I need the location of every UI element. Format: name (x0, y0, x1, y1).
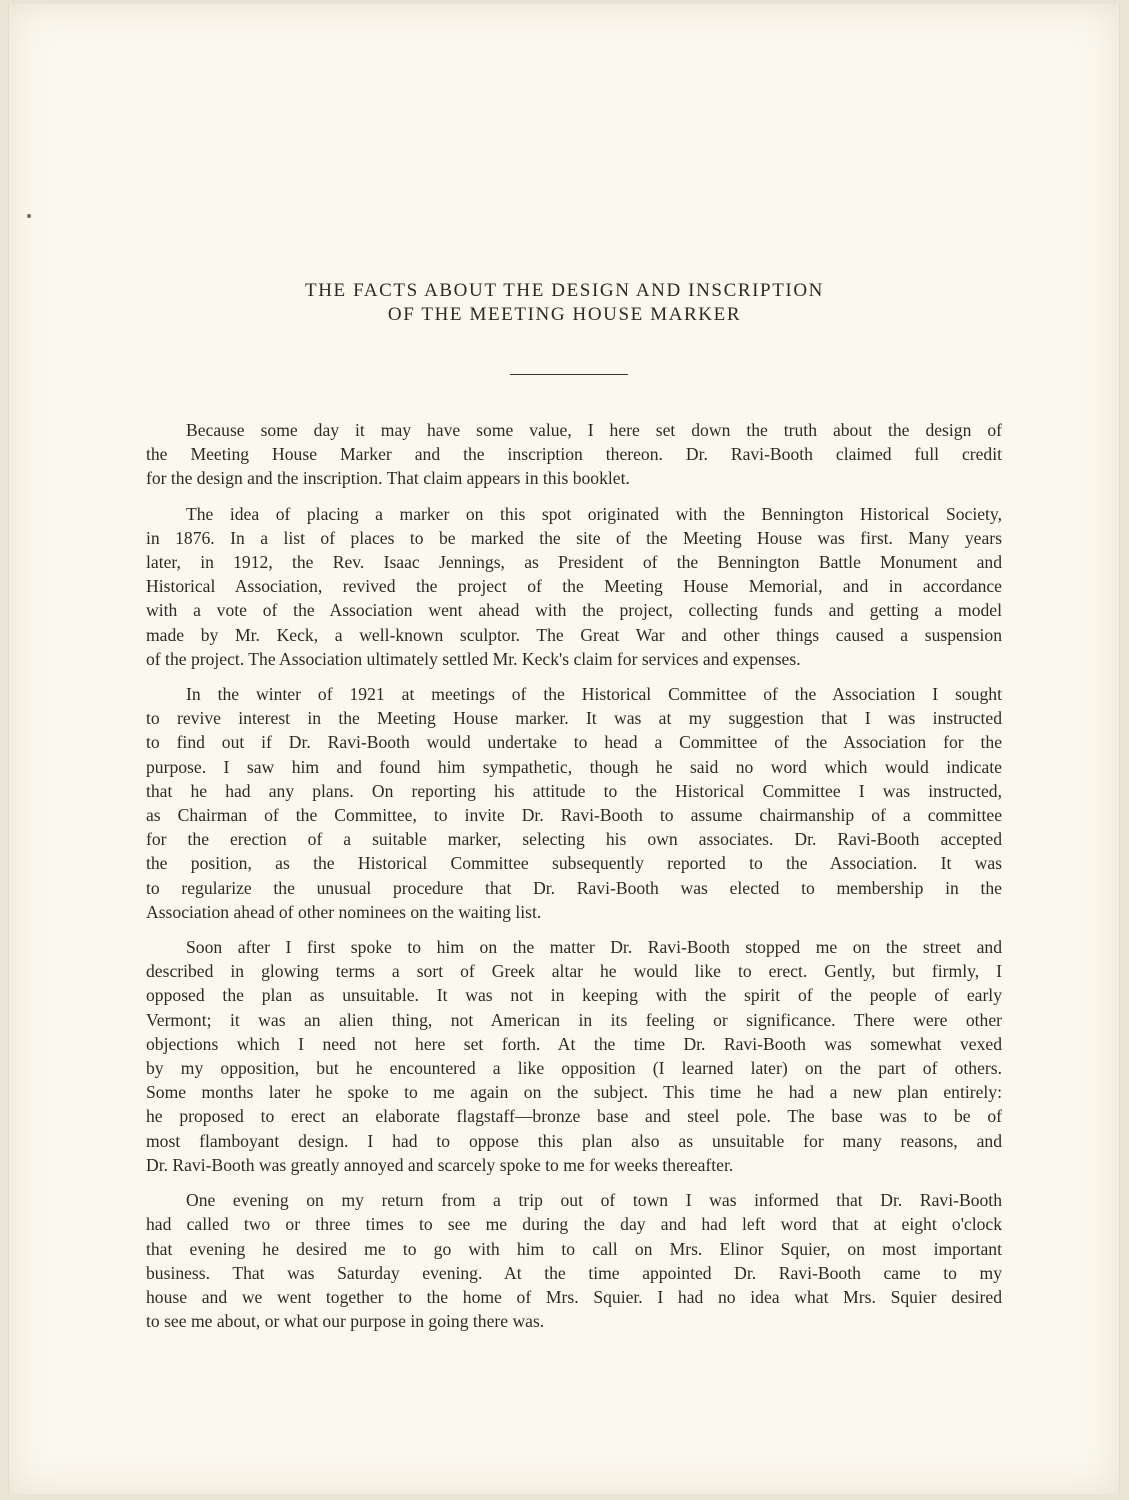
paragraph-line: Vermont; it was an alien thing, not American in its feeling or significance. There were other (146, 1009, 1002, 1030)
paragraph-line: Soon after I first spoke to him on the matter Dr. Ravi-Booth stopped me on the street and (186, 937, 1002, 958)
paragraph-line: the Meeting House Marker and the inscription thereon. Dr. Ravi-Booth claimed full credit (146, 444, 1002, 465)
paragraph-line: that evening he desired me to go with him to call on Mrs. Elinor Squier, on most important (146, 1238, 1002, 1259)
paragraph-line: had called two or three times to see me during the day and had left word that at eight o'clock (146, 1214, 1002, 1235)
document-body (146, 418, 1002, 1344)
paragraph-line: for the erection of a suitable marker, selecting his own associates. Dr. Ravi-Booth accepted (146, 829, 1002, 850)
paragraph (146, 418, 1002, 491)
paragraph-line: to see me about, or what our purpose in going there was. (146, 1311, 545, 1332)
paragraph-line: to revive interest in the Meeting House marker. It was at my suggestion that I was instructed (146, 708, 1002, 729)
paragraph (146, 682, 1002, 924)
paragraph-line: In the winter of 1921 at meetings of the Historical Committee of the Association I sought (186, 684, 1002, 705)
paragraph-line: in 1876. In a list of places to be marked the site of the Meeting House was first. Many years (146, 527, 1002, 548)
paragraph-line: Historical Association, revived the project of the Meeting House Memorial, and in accordance (146, 576, 1002, 597)
paragraph (146, 502, 1002, 671)
paragraph-line: purpose. I saw him and found him sympathetic, though he said no word which would indicate (146, 756, 1002, 777)
title-line-2: OF THE MEETING HOUSE MARKER (387, 304, 742, 325)
paragraph-line: the position, as the Historical Committee subsequently reported to the Association. It was (146, 853, 1002, 874)
paragraph-line: opposed the plan as unsuitable. It was not in keeping with the spirit of the people of early (146, 985, 1002, 1006)
paragraph-line: of the project. The Association ultimately settled Mr. Keck's claim for services and expenses. (146, 648, 801, 669)
paragraph-line: Because some day it may have some value, I here set down the truth about the design of (186, 420, 1002, 440)
paragraph-line: business. That was Saturday evening. At the time appointed Dr. Ravi-Booth came to my (146, 1262, 1002, 1283)
paragraph-line: Association ahead of other nominees on the waiting list. (146, 901, 542, 922)
paragraph-line: with a vote of the Association went ahead with the project, collecting funds and getting a model (146, 600, 1002, 621)
paragraph-line: he proposed to erect an elaborate flagstaff—bronze base and steel pole. The base was to be of (146, 1106, 1002, 1127)
paragraph-line: most flamboyant design. I had to oppose this plan also as unsuitable for many reasons, and (146, 1130, 1002, 1151)
paper-speck (27, 214, 31, 218)
paragraph (146, 1188, 1002, 1333)
paragraph-line: objections which I need not here set forth. At the time Dr. Ravi-Booth was somewhat vexed (146, 1033, 1002, 1054)
document-title (0, 279, 1129, 327)
title-divider (510, 374, 628, 375)
title-line-1: THE FACTS ABOUT THE DESIGN AND INSCRIPTION (304, 280, 824, 301)
paragraph-line: The idea of placing a marker on this spot originated with the Bennington Historical Society, (186, 503, 1002, 524)
paragraph-line: made by Mr. Keck, a well-known sculptor. The Great War and other things caused a suspension (146, 624, 1002, 645)
paragraph-line: Some months later he spoke to me again on the subject. This time he had a new plan entirely: (146, 1082, 1002, 1103)
paragraph-line: Dr. Ravi-Booth was greatly annoyed and scarcely spoke to me for weeks thereafter. (146, 1154, 734, 1175)
paragraph-line: to find out if Dr. Ravi-Booth would undertake to head a Committee of the Association for the (146, 732, 1002, 753)
paragraph-line: for the design and the inscription. That claim appears in this booklet. (146, 468, 630, 489)
paragraph-line: One evening on my return from a trip out of town I was informed that Dr. Ravi-Booth (186, 1190, 1002, 1211)
paragraph-line: house and we went together to the home of Mrs. Squier. I had no idea what Mrs. Squier desired (146, 1286, 1002, 1307)
paragraph-line: as Chairman of the Committee, to invite Dr. Ravi-Booth to assume chairmanship of a committee (146, 805, 1002, 826)
paragraph-line: by my opposition, but he encountered a like opposition (I learned later) on the part of others. (146, 1058, 1002, 1079)
paragraph-line: that he had any plans. On reporting his attitude to the Historical Committee I was instructed, (146, 780, 1002, 801)
paragraph-line: to regularize the unusual procedure that Dr. Ravi-Booth was elected to membership in the (146, 877, 1002, 898)
paragraph-line: described in glowing terms a sort of Greek altar he would like to erect. Gently, but firmly, I (146, 961, 1002, 982)
paragraph-line: later, in 1912, the Rev. Isaac Jennings, as President of the Bennington Battle Monument and (146, 552, 1002, 573)
paragraph (146, 935, 1002, 1177)
